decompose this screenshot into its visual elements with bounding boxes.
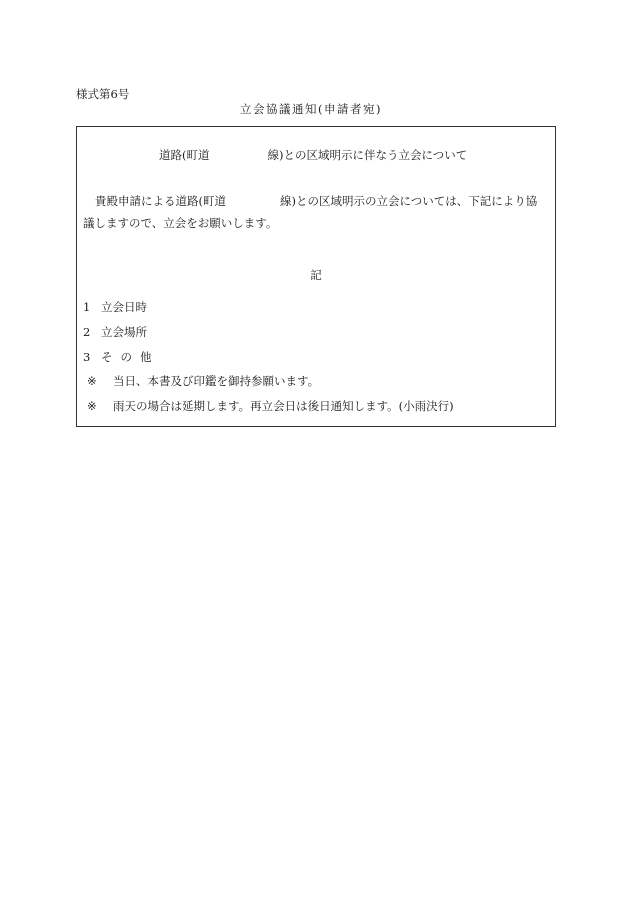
item-label: 立会場所 — [101, 325, 147, 339]
item-meeting-datetime — [83, 299, 147, 315]
reference-mark: ※ — [87, 399, 97, 413]
item-number: 1 — [83, 300, 91, 314]
document-title: 立会協議通知(申請者宛) — [240, 102, 382, 116]
note-rain-postpone — [87, 398, 454, 414]
item-meeting-place — [83, 324, 147, 340]
subject-road-suffix: 線)との区域明示に伴なう立会について — [267, 148, 468, 162]
body-line-2: 議しますので、立会をお願いします。 — [83, 216, 278, 230]
body-road-suffix: 線)との区域明示の立会については、下記により協 — [280, 194, 538, 208]
item-other — [83, 349, 160, 365]
item-label: 立会日時 — [101, 300, 147, 314]
body-road-prefix: 貴殿申請による道路(町道 — [95, 194, 226, 208]
item-number: 2 — [83, 325, 91, 339]
item-label: その他 — [101, 350, 160, 364]
subject-road-prefix: 道路(町道 — [159, 148, 210, 162]
reference-mark: ※ — [87, 374, 97, 388]
note-text: 当日、本書及び印鑑を御持参願います。 — [113, 374, 320, 388]
notice-box — [76, 126, 556, 427]
form-number: 様式第6号 — [76, 87, 130, 101]
subject-line — [159, 147, 467, 163]
note-bring-seal — [87, 373, 319, 389]
item-number: 3 — [83, 350, 91, 364]
note-text: 雨天の場合は延期します。再立会日は後日通知します。(小雨決行) — [113, 399, 454, 413]
body-line-1 — [95, 193, 537, 209]
ki-heading: 記 — [310, 268, 322, 282]
